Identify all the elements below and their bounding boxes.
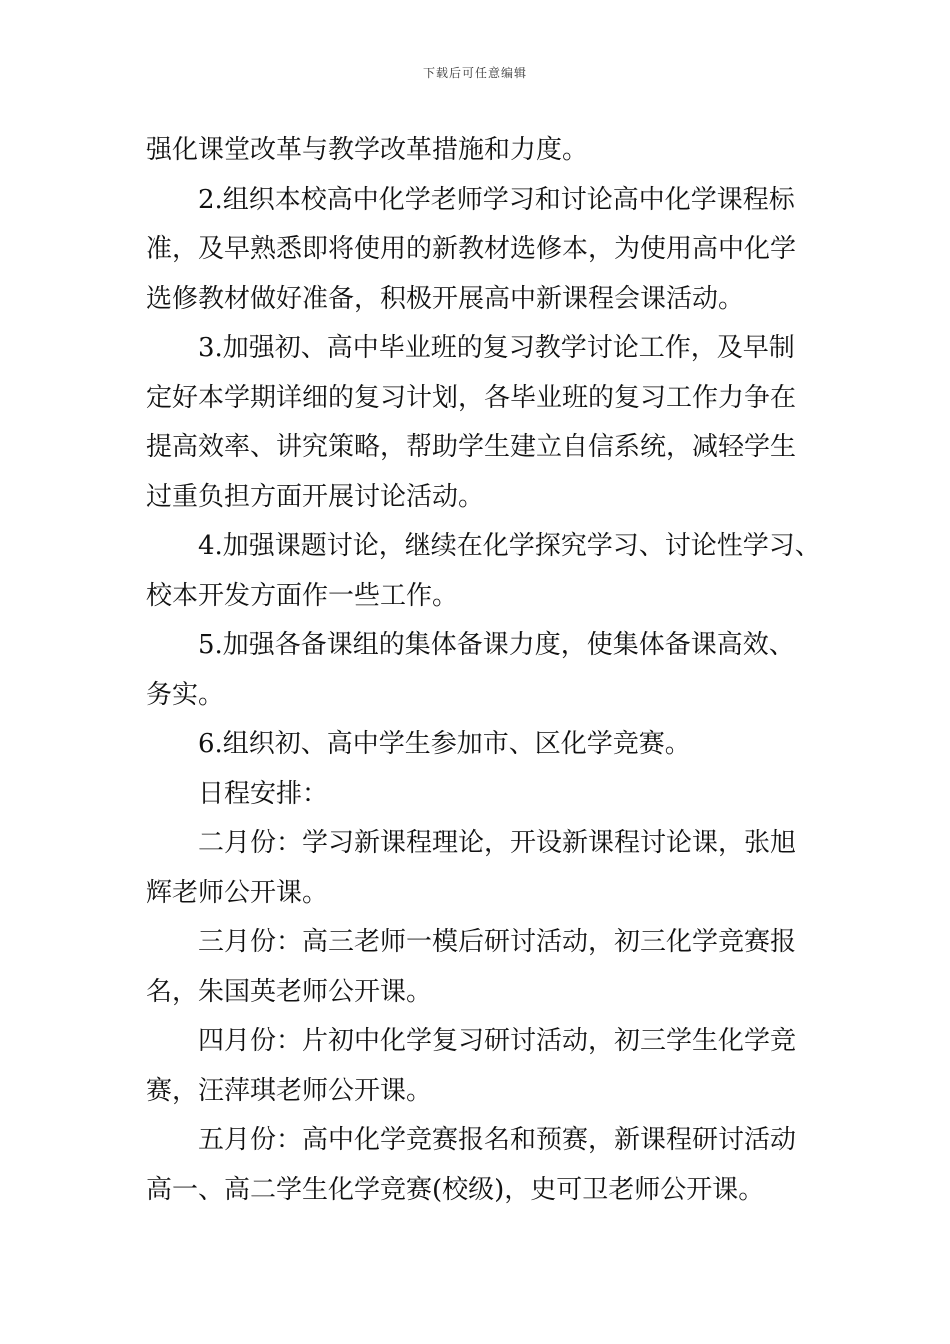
paragraph-line: 三月份：高三老师一模后研讨活动，初三化学竞赛报 bbox=[198, 927, 797, 957]
paragraph-line: 四月份：片初中化学复习研讨活动，初三学生化学竞 bbox=[198, 1026, 797, 1056]
paragraph bbox=[146, 324, 826, 522]
paragraph bbox=[146, 1116, 826, 1215]
paragraph-line: 2.组织本校高中化学老师学习和讨论高中化学课程标 bbox=[198, 184, 795, 215]
paragraph-line: 二月份：学习新课程理论，开设新课程讨论课，张旭 bbox=[198, 828, 797, 858]
paragraph-line: 赛，汪萍琪老师公开课。 bbox=[146, 1075, 433, 1106]
paragraph-line: 五月份：高中化学竞赛报名和预赛，新课程研讨活动 bbox=[198, 1125, 797, 1155]
paragraph-line: 选修教材做好准备，积极开展高中新课程会课活动。 bbox=[146, 283, 745, 314]
paragraph-line: 高一、高二学生化学竞赛(校级)，史可卫老师公开课。 bbox=[146, 1174, 765, 1205]
paragraph-line: 准，及早熟悉即将使用的新教材选修本，为使用高中化学 bbox=[146, 234, 797, 264]
paragraph bbox=[146, 1017, 826, 1116]
paragraph bbox=[146, 176, 826, 325]
paragraph-line: 提高效率、讲究策略，帮助学生建立自信系统，减轻学生 bbox=[146, 432, 797, 462]
paragraph bbox=[146, 126, 826, 176]
paragraph bbox=[146, 621, 826, 720]
paragraph bbox=[146, 720, 826, 770]
paragraph-line: 强化课堂改革与教学改革措施和力度。 bbox=[146, 135, 589, 165]
paragraph bbox=[146, 770, 826, 820]
paragraph-line: 3.加强初、高中毕业班的复习教学讨论工作，及早制 bbox=[198, 333, 795, 363]
paragraph-line: 4.加强课题讨论，继续在化学探究学习、讨论性学习、 bbox=[198, 531, 821, 561]
page-header: 下载后可任意编辑 bbox=[422, 66, 527, 80]
paragraph bbox=[146, 918, 826, 1017]
paragraph-line: 务实。 bbox=[146, 679, 225, 710]
paragraph bbox=[146, 522, 826, 621]
paragraph-line: 日程安排： bbox=[198, 778, 329, 809]
paragraph-line: 名，朱国英老师公开课。 bbox=[146, 976, 433, 1007]
paragraph-line: 5.加强各备课组的集体备课力度，使集体备课高效、 bbox=[198, 630, 795, 660]
paragraph-list bbox=[146, 126, 826, 1215]
paragraph-line: 定好本学期详细的复习计划，各毕业班的复习工作力争在 bbox=[146, 382, 797, 413]
paragraph-line: 辉老师公开课。 bbox=[146, 877, 329, 908]
document-body bbox=[146, 126, 826, 1215]
paragraph-line: 校本开发方面作一些工作。 bbox=[146, 580, 459, 611]
paragraph bbox=[146, 819, 826, 918]
paragraph-line: 6.组织初、高中学生参加市、区化学竞赛。 bbox=[198, 729, 691, 759]
paragraph-line: 过重负担方面开展讨论活动。 bbox=[146, 481, 485, 512]
